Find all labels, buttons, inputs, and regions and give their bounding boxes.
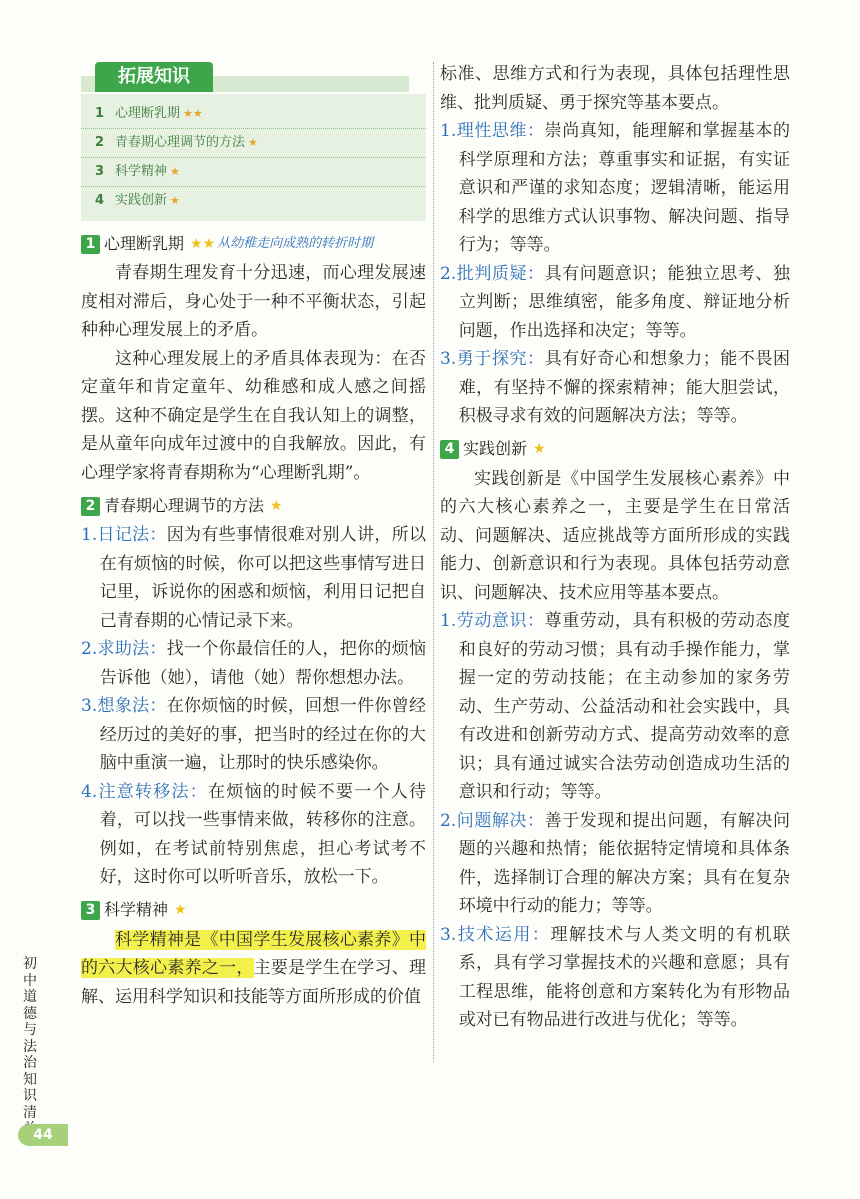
star-icon: ★	[170, 194, 180, 207]
list-item	[440, 117, 790, 260]
page-number: 44	[18, 1124, 68, 1146]
star-icon: ★★	[183, 107, 203, 120]
star-icon: ★	[533, 441, 546, 458]
section-number-badge: 3	[81, 901, 100, 920]
section-number-badge: 4	[440, 440, 459, 459]
list-item	[440, 921, 790, 1035]
section-title: 心理断乳期	[104, 233, 185, 253]
item-text: 具有好奇心和想象力；能不畏困难，有坚持不懈的探索精神；能大胆尝试，积极寻求有效的问题解决方法；等等。	[458, 349, 790, 426]
toc-item	[81, 187, 426, 215]
item-text: 崇尚真知，能理解和掌握基本的科学原理和方法；尊重事实和证据，有实证意识和严谨的求知态度；逻辑清晰，能运用科学的思维方式认识事物、解决问题、指导行为；等等。	[458, 121, 790, 255]
toc-item	[81, 100, 426, 129]
left-column	[81, 60, 426, 1011]
expand-knowledge-box	[81, 94, 426, 221]
expand-knowledge-title: 拓展知识	[95, 62, 213, 92]
book-title-vertical: 初中道德与法治知识清	[23, 956, 37, 1121]
item-keyword: 3.想象法：	[81, 696, 167, 716]
item-text: 在烦恼的时候不要一个人待着，可以找一些事情来做，转移你的注意。例如，在考试前特别焦虑，担心考试考不好，这时你可以听听音乐，放松一下。	[99, 781, 426, 887]
list-item	[81, 521, 426, 635]
list-item	[81, 635, 426, 692]
section-number-badge: 2	[81, 497, 100, 516]
item-keyword: 4.注意转移法：	[81, 781, 209, 802]
item-keyword: 1.劳动意识：	[440, 611, 545, 631]
list-item	[440, 807, 790, 921]
section-title: 实践创新	[463, 439, 528, 459]
highlighted-text: 科学精神是《中国学生发展核心素养》中的六大核心素养之一，	[81, 929, 426, 978]
expand-knowledge-header	[81, 60, 426, 94]
toc-num: 2	[95, 135, 105, 150]
item-text: 找一个你最信任的人，把你的烦恼告诉他（她），请他（她）帮你想想办法。	[99, 639, 426, 688]
star-icon: ★★	[190, 235, 216, 252]
toc-num: 3	[95, 164, 105, 179]
list-item	[440, 260, 790, 346]
toc-label: 实践创新	[115, 193, 168, 208]
item-text: 在你烦恼的时候，回想一件你曾经经历过的美好的事，把当时的经过在你的大脑中重演一遍，让那时的快乐感染你。	[99, 696, 426, 773]
section-number-badge: 1	[81, 235, 100, 254]
paragraph: 青春期生理发育十分迅速，而心理发展速度相对滞后，身心处于一种不平衡状态，引起种种心理发展上的矛盾。	[81, 263, 426, 340]
item-text: 理解技术与人类文明的有机联系，具有学习掌握技术的兴趣和意愿；具有工程思维，能将创意和方案转化为有形物品或对已有物品进行改进与优化；等等。	[458, 924, 790, 1030]
item-keyword: 2.批判质疑：	[440, 263, 545, 284]
toc-num: 1	[95, 106, 105, 121]
list-item	[81, 692, 426, 778]
paragraph: 这种心理发展上的矛盾具体表现为：在否定童年和肯定童年、幼稚感和成人感之间摇摆。这种不确定是学生在自我认知上的调整，是从童年向成年过渡中的自我解放。因此，有心理学家将青春期称为“心理断乳期”。	[81, 348, 426, 483]
item-text: 具有问题意识；能独立思考、独立判断；思维缜密，能多角度、辩证地分析问题，作出选择和决定；等等。	[458, 263, 790, 341]
item-keyword: 3.技术运用：	[440, 924, 551, 945]
section-2-heading	[81, 493, 426, 519]
toc-item	[81, 158, 426, 187]
paragraph	[81, 926, 426, 1012]
section-title: 科学精神	[104, 900, 169, 920]
item-keyword: 1.日记法：	[81, 525, 167, 545]
star-icon: ★	[170, 165, 180, 178]
toc-label: 心理断乳期	[115, 106, 181, 121]
item-keyword: 3.勇于探究：	[440, 349, 545, 369]
star-icon: ★	[248, 136, 258, 149]
toc-item	[81, 129, 426, 158]
item-keyword: 2.求助法：	[81, 639, 167, 659]
paragraph-text: 主要是学生在学习、理解、运用科学知识和技能等方面所形成的价值	[81, 958, 427, 1007]
item-text: 尊重劳动，具有积极的劳动态度和良好的劳动习惯；具有动手操作能力，掌握一定的劳动技能；在主动参加的家务劳动、生产劳动、公益活动和社会实践中，具有改进和创新劳动方式、提高劳动效率的意识；具有通过诚实合法劳动创造成功生活的意识和行动；等等。	[458, 611, 790, 802]
list-item	[440, 345, 790, 431]
item-text: 因为有些事情很难对别人讲，所以在有烦恼的时候，你可以把这些事情写进日记里，诉说你的困惑和烦恼，利用日记把自己青春期的心情记录下来。	[99, 525, 426, 631]
star-icon: ★	[174, 902, 187, 919]
item-text: 善于发现和提出问题，有解决问题的兴趣和热情；能依据特定情境和具体条件，选择制订合理的解决方案；具有在复杂环境中行动的能力；等等。	[458, 810, 790, 916]
list-item	[440, 607, 790, 807]
toc-label: 科学精神	[115, 164, 168, 179]
right-column	[440, 60, 790, 1035]
section-subtitle: 从幼稚走向成熟的转折时期	[217, 235, 374, 251]
section-title: 青春期心理调节的方法	[104, 495, 265, 515]
toc-num: 4	[95, 193, 105, 208]
paragraph: 实践创新是《中国学生发展核心素养》中的六大核心素养之一，主要是学生在日常活动、问题解决、适应挑战等方面所形成的实践能力、创新意识和行为表现。具体包括劳动意识、问题解决、技术应用等基本要点。	[440, 468, 790, 603]
section-3-heading	[81, 898, 426, 924]
paragraph-continued: 标准、思维方式和行为表现，具体包括理性思维、批判质疑、勇于探究等基本要点。	[440, 64, 790, 113]
section-1-heading	[81, 231, 426, 257]
section-4-heading	[440, 437, 790, 463]
item-keyword: 2.问题解决：	[440, 810, 545, 831]
list-item	[81, 778, 426, 892]
column-divider	[433, 62, 434, 1062]
star-icon: ★	[270, 497, 283, 514]
item-keyword: 1.理性思维：	[440, 121, 545, 141]
toc-label: 青春期心理调节的方法	[115, 135, 246, 150]
